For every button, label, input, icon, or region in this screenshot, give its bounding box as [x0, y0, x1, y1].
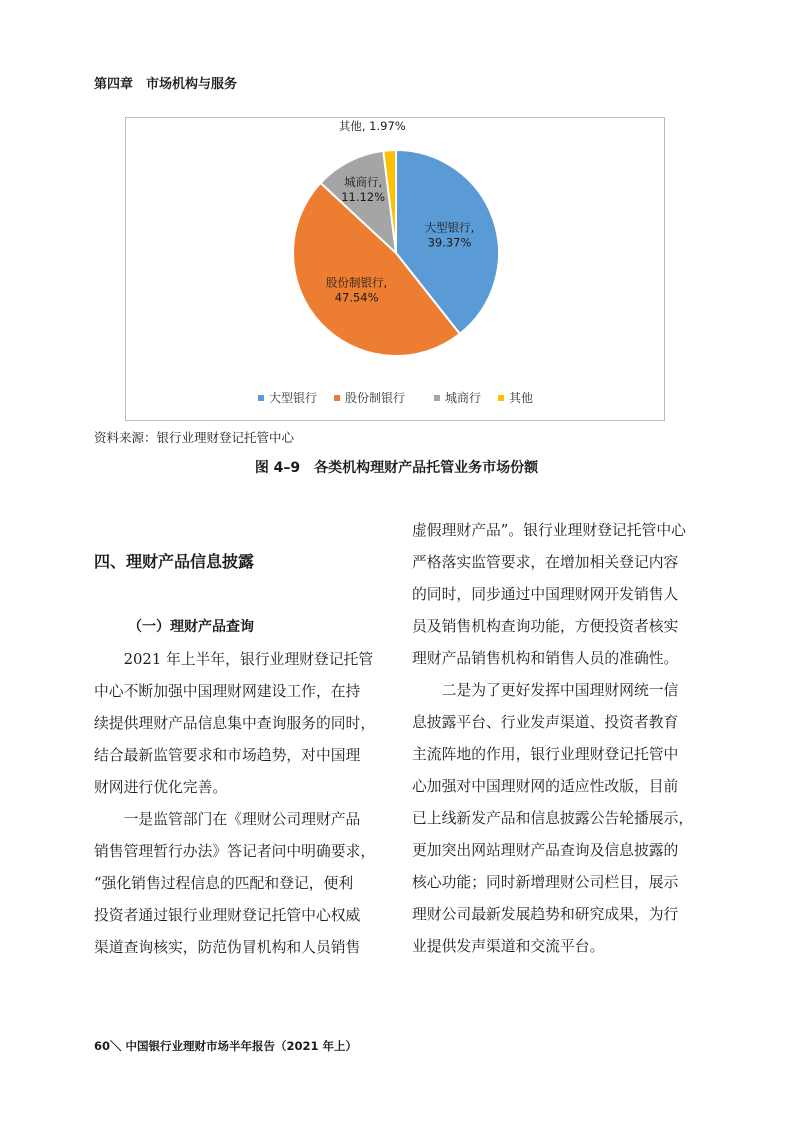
body-line: 息披露平台、行业发声渠道、投资者教育 [412, 714, 679, 731]
legend-item-large-banks [258, 390, 317, 405]
body-line: 的同时，同步通过中国理财网开发销售人 [412, 586, 679, 603]
legend-item-city-commercial-banks [434, 390, 481, 405]
legend-item-joint-stock-banks [334, 390, 405, 405]
body-line: 主流阵地的作用，银行业理财登记托管中 [412, 746, 679, 763]
body-line: 一是监管部门在《理财公司理财产品 [94, 811, 361, 828]
chapter-header: 第四章 市场机构与服务 [94, 77, 238, 92]
body-line: 续提供理财产品信息集中查询服务的同时， [94, 715, 376, 732]
figure-caption: 图 4–9 各类机构理财产品托管业务市场份额 [254, 460, 539, 476]
legend-swatch-city-commercial-banks [434, 395, 440, 401]
body-line: 已上线新发产品和信息披露公告轮播展示， [412, 810, 694, 827]
legend-label-others: 其他 [509, 391, 534, 405]
legend-swatch-large-banks [258, 395, 264, 401]
sub-section-title: （一）理财产品查询 [128, 619, 254, 635]
data-label-city-commercial-banks: 城商行, 11.12% [341, 174, 386, 204]
body-line: 结合最新监管要求和市场趋势，对中国理 [94, 747, 361, 764]
right-column [412, 515, 708, 963]
left-column [94, 644, 386, 964]
legend-swatch-joint-stock-banks [334, 395, 340, 401]
body-line: 2021 年上半年，银行业理财登记托管 [94, 651, 374, 668]
pie-chart-canvas [126, 118, 666, 422]
legend-label-joint-stock-banks: 股份制银行 [345, 391, 406, 405]
body-line: 理财产品销售机构和销售人员的准确性。 [412, 650, 679, 667]
legend-swatch-others [498, 395, 504, 401]
body-line: 核心功能；同时新增理财公司栏目，展示 [412, 874, 679, 891]
body-line: 更加突出网站理财产品查询及信息披露的 [412, 842, 679, 859]
body-line: 投资者通过银行业理财登记托管中心权威 [94, 907, 361, 924]
legend-label-large-banks: 大型银行 [269, 391, 318, 405]
body-line: 严格落实监管要求，在增加相关登记内容 [412, 554, 679, 571]
body-line: 财网进行优化完善。 [94, 779, 228, 796]
body-line: 心加强对中国理财网的适应性改版，目前 [412, 778, 679, 795]
body-line: 理财公司最新发展趋势和研究成果，为行 [412, 906, 679, 923]
body-line: 业提供发声渠道和交流平台。 [412, 938, 605, 955]
body-line: “强化销售过程信息的匹配和登记，便利 [94, 875, 354, 892]
data-label-large-banks: 大型银行, 39.37% [424, 220, 475, 250]
data-label-joint-stock-banks: 股份制银行, 47.54% [326, 275, 388, 305]
section-title: 四、理财产品信息披露 [94, 552, 255, 571]
source-note: 资料来源：银行业理财登记托管中心 [94, 430, 295, 445]
body-line: 员及销售机构查询功能，方便投资者核实 [412, 618, 679, 635]
body-line: 销售管理暂行办法》答记者问中明确要求， [94, 843, 376, 860]
body-line: 渠道查询核实，防范伪冒机构和人员销售 [94, 939, 361, 956]
pie-chart [125, 117, 665, 421]
data-label-others: 其他, 1.97% [338, 119, 406, 134]
legend-label-city-commercial-banks: 城商行 [445, 391, 482, 405]
body-line: 二是为了更好发挥中国理财网统一信 [412, 682, 679, 699]
body-line: 中心不断加强中国理财网建设工作，在持 [94, 683, 361, 700]
page-footer: 60＼ 中国银行业理财市场半年报告（2021 年上） [94, 1039, 358, 1053]
legend-item-others [498, 390, 533, 405]
body-line: 虚假理财产品”。银行业理财登记托管中心 [412, 522, 686, 539]
